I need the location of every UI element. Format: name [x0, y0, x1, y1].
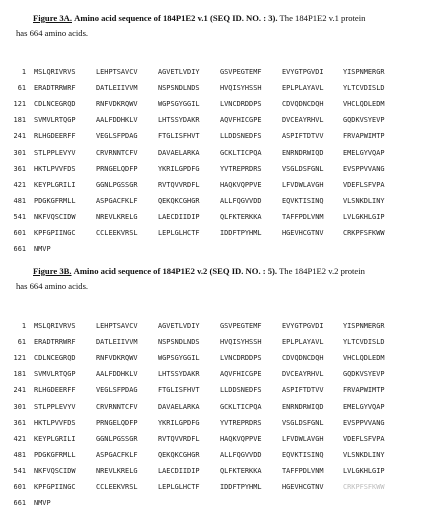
sequence-segment: EPLPLAYAVL [282, 338, 324, 347]
sequence-segment: STLPPLEVYV [34, 148, 76, 157]
sequence-segment: FTGLISFHVT [158, 132, 200, 141]
sequence-segment: HKTLPVVFDS [34, 164, 76, 173]
sequence-segment: LLDDSNEDFS [220, 132, 262, 141]
figure-3b-caption [16, 264, 416, 293]
sequence-segment: NKFVQSCIDW [34, 466, 76, 475]
sequence-segment: LEHPTSAVCV [96, 68, 138, 76]
sequence-segment: GGNLPGSSGR [96, 434, 138, 443]
sequence-segment: QLFKTERKKA [220, 466, 262, 475]
residue-number: 541 [13, 466, 26, 475]
sequence-segment: RLHGDEERFF [34, 386, 76, 395]
sequence-segment: NREVLKRELG [96, 466, 138, 475]
sequence-segment: CCLEEKVRSL [96, 483, 138, 491]
caption-first-line [16, 11, 416, 26]
sequence-segment: HAQKVQPPVE [220, 180, 262, 189]
sequence-segment: VEGLSFPDAG [96, 132, 138, 141]
sequence-segment: LFVDWLAVGH [282, 180, 324, 189]
sequence-segment: CDVQDNCDQH [282, 354, 324, 363]
sequence-segment: RVTQVVRDFL [158, 180, 200, 189]
sequence-segment: VEGLSFPDAG [96, 386, 138, 395]
sequence-segment: GSVPEGTEMF [220, 68, 262, 76]
sequence-segment: PRNGELQDFP [96, 164, 138, 173]
sequence-segment: LEHPTSAVCV [96, 322, 138, 330]
sequence-segment: PDGKGFRMLL [34, 196, 76, 205]
sequence-segment: VLSNKDLINY [343, 196, 385, 205]
sequence-segment: LAECDIIDIP [158, 466, 200, 475]
sequence-segment: LEPLGLHCTF [158, 229, 200, 237]
sequence-segment: YVTREPRDRS [220, 418, 262, 427]
sequence-segment: MSLQRIVRVS [34, 68, 76, 76]
sequence-segment: IDDFTPYHML [220, 229, 262, 237]
sequence-segment: GCKLTICPQA [220, 402, 262, 411]
sequence-segment: VLSNKDLINY [343, 450, 385, 459]
sequence-segment: ENRNDRWIQD [282, 148, 324, 157]
residue-number: 1 [21, 68, 26, 76]
sequence-segment: EMELGYVQAP [343, 148, 385, 157]
sequence-segment: NMVP [34, 245, 51, 254]
sequence-segment: ALLFQGVVDD [220, 196, 262, 205]
sequence-segment: TAFFPDLVNM [282, 212, 324, 221]
sequence-segment: VHCLQDLEDM [343, 100, 385, 109]
residue-number: 601 [13, 483, 26, 491]
sequence-segment: CDLNCEGRQD [34, 354, 76, 363]
sequence-segment: LVNCDRDDPS [220, 354, 262, 363]
figure-description: The 184P1E2 v.2 protein [279, 266, 365, 276]
sequence-segment: ASPIFTDTVV [282, 386, 324, 395]
figure-title: Amino acid sequence of 184P1E2 v.1 (SEQ ID. NO. : 3). [74, 13, 278, 23]
residue-number: 481 [13, 196, 26, 205]
sequence-segment: WGPSGYGGIL [158, 100, 200, 109]
sequence-segment: EVSPPVVANG [343, 418, 385, 427]
sequence-segment: NREVLKRELG [96, 212, 138, 221]
sequence-segment: YVTREPRDRS [220, 164, 262, 173]
sequence-segment: ENRNDRWIQD [282, 402, 324, 411]
sequence-segment: EMELGYVQAP [343, 402, 385, 411]
caption-first-line [16, 264, 416, 279]
sequence-segment: SVMVLRTQGP [34, 116, 76, 125]
sequence-segment: FRVAPWIMTP [343, 386, 385, 395]
sequence-segment: QEKQKCGHGR [158, 196, 200, 205]
figure-description-continued: has 664 amino acids. [16, 280, 89, 291]
residue-number: 241 [13, 386, 26, 395]
residue-number: 661 [13, 245, 26, 254]
residue-number: 121 [13, 100, 26, 109]
sequence-segment: HAQKVQPPVE [220, 434, 262, 443]
sequence-segment: GQDKVSYEVP [343, 116, 385, 125]
sequence-segment: YLTCVDISLD [343, 84, 385, 93]
sequence-segment: GSVPEGTEMF [220, 322, 262, 330]
residue-number: 661 [13, 499, 26, 508]
sequence-segment: VDEFLSFVPA [343, 434, 385, 443]
sequence-segment: ASPGACFKLF [96, 196, 138, 205]
sequence-segment: LHTSSYDAKR [158, 116, 200, 125]
residue-number: 181 [13, 370, 26, 379]
figure-description-continued: has 664 amino acids. [16, 27, 89, 38]
sequence-segment: ERADTRRWRF [34, 84, 76, 93]
residue-number: 481 [13, 450, 26, 459]
sequence-segment: HKTLPVVFDS [34, 418, 76, 427]
sequence-segment: LVLGKHLGIP [343, 466, 385, 475]
sequence-segment: RLHGDEERFF [34, 132, 76, 141]
sequence-segment: EVSPPVVANG [343, 164, 385, 173]
sequence-segment: EVYGTPGVDI [282, 68, 324, 76]
sequence-segment: AGVETLVDIY [158, 68, 200, 76]
sequence-segment: CRVRNNTCFV [96, 402, 138, 411]
sequence-segment: CCLEEKVRSL [96, 229, 138, 237]
sequence-segment: HGEVHCGTNV [282, 483, 324, 491]
sequence-segment: GCKLTICPQA [220, 148, 262, 157]
sequence-segment: ERADTRRWRF [34, 338, 76, 347]
sequence-segment: LEPLGLHCTF [158, 483, 200, 491]
sequence-segment: SVMVLRTQGP [34, 370, 76, 379]
figure-label: Figure 3A. [33, 13, 72, 23]
sequence-segment: DAVAELARKA [158, 402, 200, 411]
sequence-segment: DVCEAYRHVL [282, 116, 324, 125]
sequence-segment: LAECDIIDIP [158, 212, 200, 221]
sequence-segment: QLFKTERKKA [220, 212, 262, 221]
residue-number: 121 [13, 354, 26, 363]
sequence-segment: CRKPFSFKWW [343, 229, 385, 237]
sequence-segment: MSLQRIVRVS [34, 322, 76, 330]
sequence-segment: NMVP [34, 499, 51, 508]
sequence-segment: KPFGPIINGC [34, 483, 76, 491]
sequence-segment: FTGLISFHVT [158, 386, 200, 395]
residue-number: 361 [13, 164, 26, 173]
sequence-segment: WGPSGYGGIL [158, 354, 200, 363]
figure-title: Amino acid sequence of 184P1E2 v.2 (SEQ ID. NO. : 5). [73, 266, 278, 276]
sequence-segment: YLTCVDISLD [343, 338, 385, 347]
sequence-segment: AALFDDHKLV [96, 370, 138, 379]
sequence-segment: KEYPLGRILI [34, 434, 76, 443]
sequence-segment: TAFFPDLVNM [282, 466, 324, 475]
sequence-segment: ALLFQGVVDD [220, 450, 262, 459]
sequence-segment: CRVRNNTCFV [96, 148, 138, 157]
sequence-segment: FRVAPWIMTP [343, 132, 385, 141]
sequence-segment: DVCEAYRHVL [282, 370, 324, 379]
sequence-segment: EPLPLAYAVL [282, 84, 324, 93]
sequence-segment: HVQISYHSSH [220, 84, 262, 93]
sequence-segment: YKRILGPDFG [158, 418, 200, 427]
sequence-segment: YISPNMERGR [343, 68, 385, 76]
sequence-segment: HGEVHCGTNV [282, 229, 324, 237]
sequence-segment: RNFVDKRQWV [96, 354, 138, 363]
sequence-segment: RNFVDKRQWV [96, 100, 138, 109]
sequence-segment: LVLGKHLGIP [343, 212, 385, 221]
sequence-segment: NSPSNDLNDS [158, 84, 200, 93]
residue-number: 301 [13, 402, 26, 411]
sequence-segment: CDLNCEGRQD [34, 100, 76, 109]
sequence-segment: PRNGELQDFP [96, 418, 138, 427]
sequence-segment: ASPIFTDTVV [282, 132, 324, 141]
residue-number: 61 [17, 84, 26, 93]
sequence-segment: ASPGACFKLF [96, 450, 138, 459]
sequence-segment: VHCLQDLEDM [343, 354, 385, 363]
sequence-segment: PDGKGFRMLL [34, 450, 76, 459]
residue-number: 301 [13, 148, 26, 157]
sequence-segment: LFVDWLAVGH [282, 434, 324, 443]
sequence-segment: NKFVQSCIDW [34, 212, 76, 221]
residue-number: 181 [13, 116, 26, 125]
sequence-segment: DAVAELARKA [158, 148, 200, 157]
sequence-segment: AALFDDHKLV [96, 116, 138, 125]
sequence-segment: GQDKVSYEVP [343, 370, 385, 379]
sequence-segment: DATLEIIVVM [96, 84, 138, 93]
sequence-segment: EQVKTISINQ [282, 450, 324, 459]
sequence-segment: IDDFTPYHML [220, 483, 262, 491]
figure-3a-caption [16, 11, 416, 40]
residue-number: 541 [13, 212, 26, 221]
sequence-segment: QEKQKCGHGR [158, 450, 200, 459]
sequence-segment: YKRILGPDFG [158, 164, 200, 173]
figure-label: Figure 3B. [33, 266, 72, 276]
sequence-segment: STLPPLEVYV [34, 402, 76, 411]
residue-number: 601 [13, 229, 26, 237]
sequence-segment: CDVQDNCDQH [282, 100, 324, 109]
residue-number: 421 [13, 434, 26, 443]
sequence-segment: NSPSNDLNDS [158, 338, 200, 347]
sequence-segment: LVNCDRDDPS [220, 100, 262, 109]
sequence-segment: LHTSSYDAKR [158, 370, 200, 379]
sequence-segment: VSGLDSFGNL [282, 164, 324, 173]
residue-number: 241 [13, 132, 26, 141]
sequence-segment: KPFGPIINGC [34, 229, 76, 237]
sequence-segment: HVQISYHSSH [220, 338, 262, 347]
sequence-segment: DATLEIIVVM [96, 338, 138, 347]
sequence-segment: EQVKTISINQ [282, 196, 324, 205]
sequence-segment: EVYGTPGVDI [282, 322, 324, 330]
figure-description: The 184P1E2 v.1 protein [279, 13, 366, 23]
sequence-segment: LLDDSNEDFS [220, 386, 262, 395]
sequence-segment: VSGLDSFGNL [282, 418, 324, 427]
sequence-segment: AQVFHICGPE [220, 116, 262, 125]
sequence-segment: KEYPLGRILI [34, 180, 76, 189]
sequence-segment: YISPNMERGR [343, 322, 385, 330]
sequence-segment: VDEFLSFVPA [343, 180, 385, 189]
sequence-segment: AQVFHICGPE [220, 370, 262, 379]
sequence-segment: RVTQVVRDFL [158, 434, 200, 443]
sequence-segment: CRKPFSFKWW [343, 483, 385, 491]
residue-number: 421 [13, 180, 26, 189]
residue-number: 361 [13, 418, 26, 427]
sequence-segment: GGNLPGSSGR [96, 180, 138, 189]
residue-number: 61 [17, 338, 26, 347]
residue-number: 1 [21, 322, 26, 330]
sequence-segment: AGVETLVDIY [158, 322, 200, 330]
